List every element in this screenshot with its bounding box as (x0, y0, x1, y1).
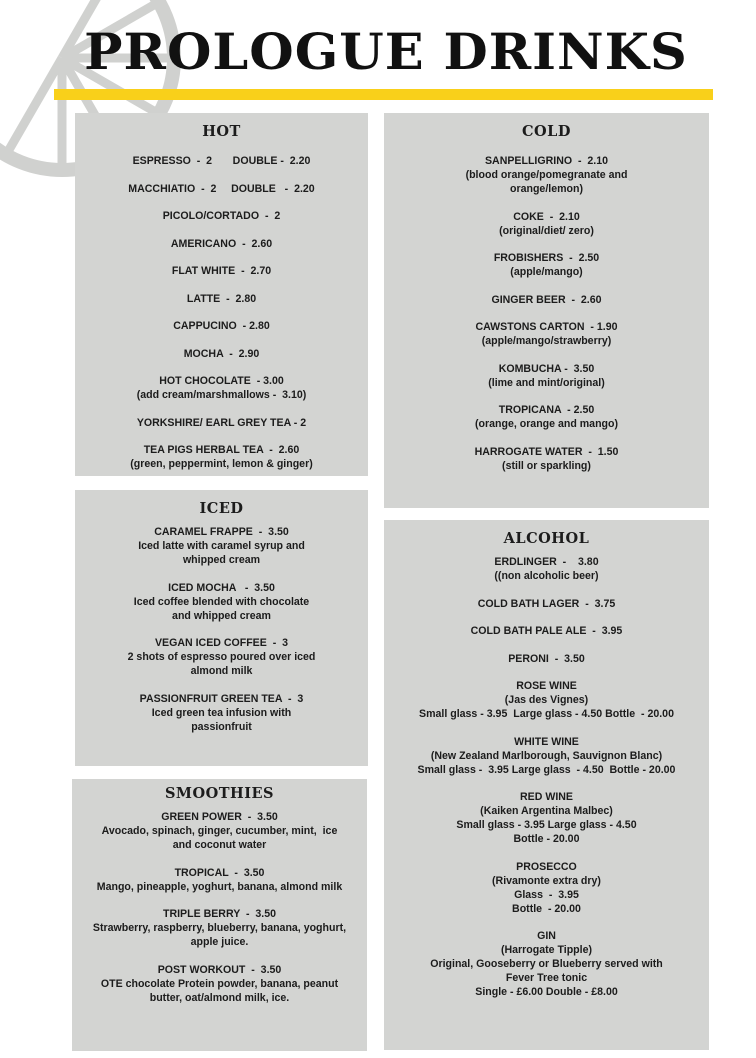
item-description: orange/lemon) (510, 183, 583, 195)
menu-item (72, 963, 367, 1005)
item-name-price: PERONI - 3.50 (508, 652, 585, 665)
item-description: (green, peppermint, lemon & ginger) (130, 458, 313, 470)
menu-item (384, 860, 709, 916)
item-name-price: RED WINE (520, 791, 573, 803)
menu-item (384, 652, 709, 666)
item-name-price: KOMBUCHA - 3.50 (498, 362, 595, 375)
item-name-price: FROBISHERS - 2.50 (493, 252, 600, 264)
menu-items (384, 154, 709, 473)
menu-item (384, 679, 709, 721)
menu-items (75, 525, 368, 734)
section-heading: ICED (199, 500, 244, 517)
item-name-price: HOT CHOCOLATE - 3.00 (159, 375, 284, 387)
item-description: Fever Tree tonic (505, 972, 588, 984)
menu-item (72, 907, 367, 949)
item-description: (apple/mango/strawberry) (481, 335, 612, 347)
item-name-price: CAPPUCINO - 2.80 (173, 320, 270, 332)
menu-item (75, 264, 368, 278)
item-name-price: MOCHA - 2.90 (183, 347, 260, 360)
menu-item (75, 319, 368, 333)
menu-item (384, 929, 709, 999)
item-description: (original/diet/ zero) (499, 224, 594, 237)
item-description: (Kaiken Argentina Malbec) (480, 805, 613, 817)
item-description: ((non alcoholic beer) (494, 570, 599, 582)
menu-item (384, 597, 709, 611)
item-name-price: GINGER BEER - 2.60 (491, 293, 602, 306)
item-description: (New Zealand Marlborough, Sauvignon Blanc) (430, 749, 663, 762)
item-name-price: VEGAN ICED COFFEE - 3 (154, 637, 289, 649)
item-description: butter, oat/almond milk, ice. (149, 991, 290, 1004)
item-name-price: GIN (537, 930, 556, 942)
item-description: (Jas des Vignes) (504, 694, 589, 706)
item-name-price: POST WORKOUT - 3.50 (157, 963, 282, 976)
menu-items (75, 154, 368, 471)
item-description: Original, Gooseberry or Blueberry served with (430, 958, 663, 970)
menu-item (75, 525, 368, 567)
section-smoothies (72, 779, 367, 1051)
menu-item (72, 866, 367, 894)
item-description: (Harrogate Tipple) (500, 944, 593, 956)
menu-items (72, 810, 367, 1005)
item-description: Bottle - 20.00 (513, 833, 580, 845)
item-description: Iced green tea infusion with (151, 706, 292, 719)
menu-item (75, 636, 368, 678)
item-description: 2 shots of espresso poured over iced (127, 651, 316, 663)
item-name-price: ICED MOCHA - 3.50 (168, 581, 275, 594)
item-description: Small glass - 3.95 Large glass - 4.50 Bottle - 20.00 (417, 763, 676, 776)
item-description: whipped cream (182, 554, 261, 566)
item-description: (lime and mint/original) (488, 376, 605, 389)
item-name-price: GREEN POWER - 3.50 (161, 811, 278, 823)
menu-item (75, 374, 368, 402)
menu-item (75, 692, 368, 734)
section-heading: SMOOTHIES (164, 785, 275, 802)
item-description: and coconut water (172, 839, 267, 851)
item-name-price: TROPICANA - 2.50 (498, 404, 595, 416)
section-heading: HOT (202, 123, 241, 140)
menu-item (384, 624, 709, 638)
item-name-price: ROSE WINE (516, 680, 577, 692)
section-hot (75, 113, 368, 476)
section-iced (75, 490, 368, 766)
item-description: Small glass - 3.95 Large glass - 4.50 (456, 819, 637, 831)
item-name-price: ERDLINGER - 3.80 (494, 556, 599, 568)
section-heading: COLD (522, 123, 571, 140)
menu-item (384, 445, 709, 473)
item-name-price: CARAMEL FRAPPE - 3.50 (154, 526, 289, 538)
section-cold (384, 113, 709, 508)
item-name-price: FLAT WHITE - 2.70 (171, 265, 272, 277)
item-description: almond milk (190, 665, 253, 677)
title-underline (54, 89, 713, 100)
menu-item (75, 154, 368, 168)
item-name-price: YORKSHIRE/ EARL GREY TEA - 2 (136, 416, 307, 429)
item-description: Bottle - 20.00 (512, 902, 581, 915)
item-description: (Rivamonte extra dry) (492, 874, 601, 887)
item-description: (orange, orange and mango) (474, 418, 619, 430)
item-description: (apple/mango) (510, 266, 583, 278)
section-heading: ALCOHOL (503, 530, 590, 547)
menu-item (384, 790, 709, 846)
item-name-price: TEA PIGS HERBAL TEA - 2.60 (143, 444, 300, 456)
menu-item (75, 443, 368, 471)
menu-item (384, 735, 709, 777)
item-description: and whipped cream (172, 609, 271, 622)
item-name-price: COKE - 2.10 (513, 210, 580, 223)
item-name-price: WHITE WINE (514, 735, 579, 748)
item-description: passionfruit (191, 720, 252, 733)
menu-item (384, 403, 709, 431)
item-description: Mango, pineapple, yoghurt, banana, almond milk (96, 880, 343, 893)
page-title: PROLOGUE DRINKS (84, 22, 688, 81)
menu-item (75, 581, 368, 623)
item-description: Small glass - 3.95 Large glass - 4.50 Bottle - 20.00 (419, 708, 674, 720)
item-name-price: COLD BATH PALE ALE - 3.95 (470, 625, 623, 637)
item-description: Iced latte with caramel syrup and (138, 540, 305, 552)
item-name-price: LATTE - 2.80 (186, 292, 257, 305)
item-description: Iced coffee blended with chocolate (133, 595, 310, 608)
item-name-price: PROSECCO (516, 860, 577, 873)
item-name-price: TRIPLE BERRY - 3.50 (162, 908, 277, 920)
item-description: (blood orange/pomegranate and (465, 169, 628, 181)
item-description: Strawberry, raspberry, blueberry, banana, yoghurt, (92, 922, 347, 934)
menu-item (384, 555, 709, 583)
item-name-price: CAWSTONS CARTON - 1.90 (475, 321, 618, 333)
item-description: (add cream/marshmallows - 3.10) (136, 389, 307, 401)
menu-item (384, 293, 709, 307)
menu-item (384, 251, 709, 279)
menu-item (384, 362, 709, 390)
item-name-price: COLD BATH LAGER - 3.75 (477, 597, 616, 610)
item-description: OTE chocolate Protein powder, banana, peanut (100, 977, 339, 990)
menu-item (384, 154, 709, 196)
menu-item (75, 292, 368, 306)
item-description: (still or sparkling) (502, 459, 591, 472)
menu-item (75, 237, 368, 251)
item-description: apple juice. (190, 936, 249, 948)
menu-items (384, 555, 709, 999)
menu-item (75, 347, 368, 361)
item-name-price: MACCHIATIO - 2 DOUBLE - 2.20 (128, 182, 315, 195)
menu-item (75, 209, 368, 223)
item-description: Avocado, spinach, ginger, cucumber, mint, ice (101, 825, 338, 837)
item-name-price: SANPELLIGRINO - 2.10 (484, 155, 609, 167)
menu-item (384, 320, 709, 348)
item-name-price: HARROGATE WATER - 1.50 (474, 445, 619, 458)
menu-item (75, 416, 368, 430)
item-name-price: AMERICANO - 2.60 (170, 237, 273, 250)
section-alcohol (384, 520, 709, 1050)
item-name-price: PICOLO/CORTADO - 2 (162, 210, 281, 222)
item-name-price: TROPICAL - 3.50 (174, 866, 265, 879)
item-name-price: PASSIONFRUIT GREEN TEA - 3 (139, 692, 304, 705)
item-name-price: ESPRESSO - 2 DOUBLE - 2.20 (132, 155, 311, 167)
menu-item (72, 810, 367, 852)
item-description: Single - £6.00 Double - £8.00 (475, 986, 618, 998)
menu-item (75, 182, 368, 196)
menu-item (384, 210, 709, 238)
item-description: Glass - 3.95 (514, 888, 579, 901)
